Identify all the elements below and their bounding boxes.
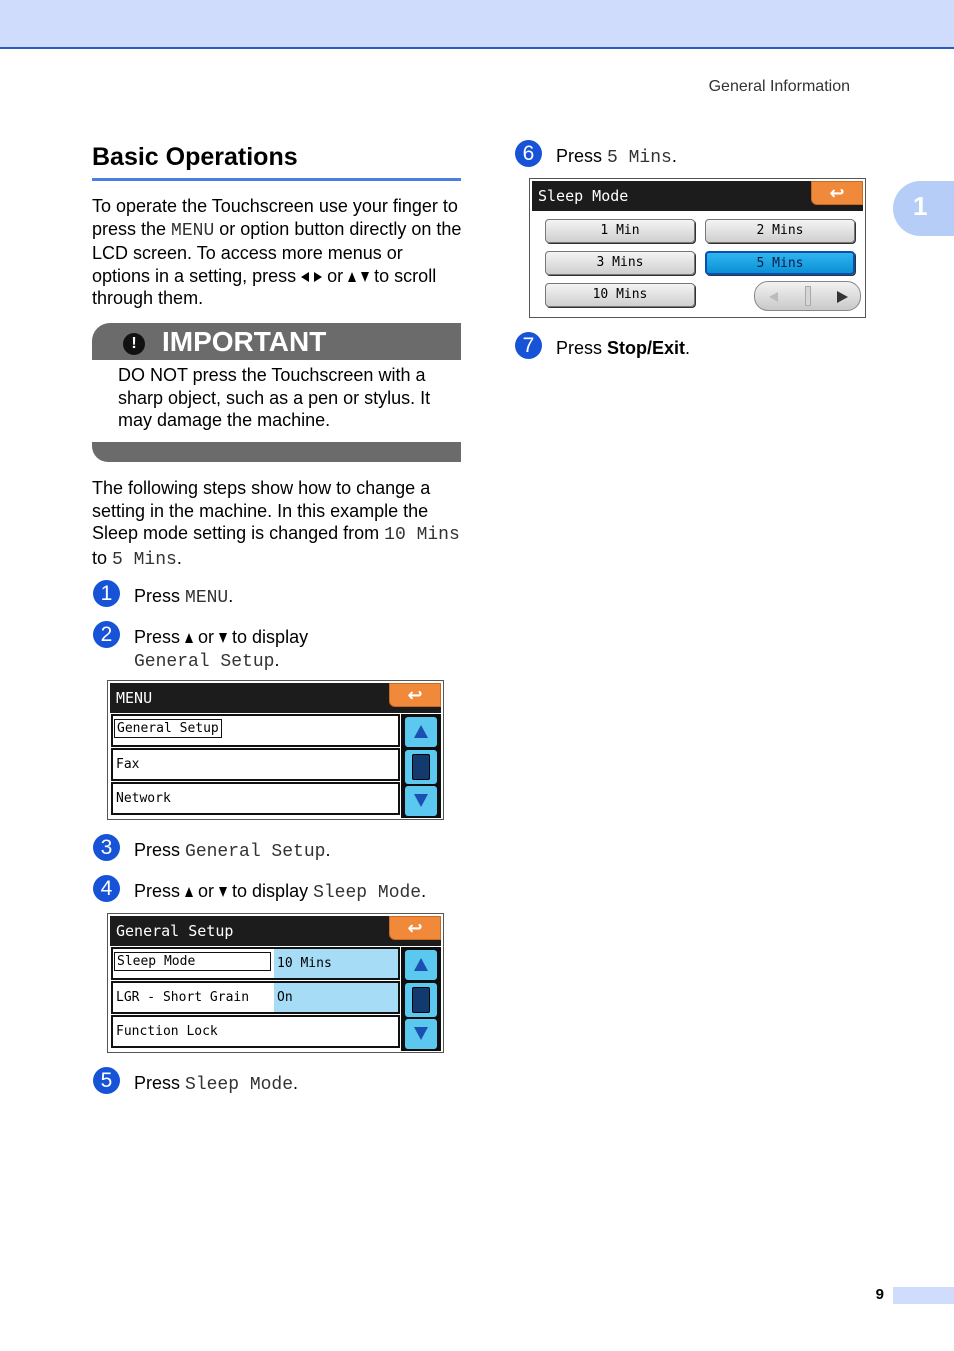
scroll-down-icon[interactable] <box>405 1019 437 1049</box>
tri-left-icon <box>301 272 309 282</box>
important-title: IMPORTANT <box>162 326 327 357</box>
page-arrows <box>754 281 861 311</box>
scroll-bar[interactable] <box>401 714 441 818</box>
key-name: Stop/Exit <box>607 338 686 358</box>
arrow-right-icon[interactable] <box>837 291 848 303</box>
command-text: 5 Mins <box>112 549 177 570</box>
command-text: Sleep Mode <box>313 883 422 903</box>
option-3-mins[interactable]: 3 Mins <box>545 251 695 275</box>
footer-bar <box>893 1287 954 1304</box>
arrow-left-icon[interactable] <box>769 292 778 302</box>
step-number-3: 3 <box>93 834 120 861</box>
running-head: General Information <box>708 78 850 95</box>
tri-right-icon <box>314 272 322 282</box>
important-footer-bar <box>92 442 461 462</box>
option-10-mins[interactable]: 10 Mins <box>545 283 695 307</box>
setting-row-function-lock[interactable] <box>111 1015 400 1048</box>
step-7-text: Press Stop/Exit. <box>556 338 691 358</box>
setting-row-label: LGR - Short Grain <box>116 990 250 1005</box>
setting-row-label: Function Lock <box>116 1024 218 1039</box>
step-number-5: 5 <box>93 1067 120 1094</box>
command-text: MENU <box>171 220 215 241</box>
step-4-text: Press or to display Sleep Mode. <box>134 881 427 903</box>
step-number-1: 1 <box>93 580 120 607</box>
step-1-text: Press MENU. <box>134 586 234 608</box>
menu-row-label: Fax <box>116 757 140 772</box>
header-band <box>0 0 954 49</box>
menu-row-network[interactable] <box>111 782 400 815</box>
back-icon[interactable]: ↩ <box>389 916 441 940</box>
command-text: MENU <box>185 588 229 608</box>
general-setup-screen <box>107 913 444 1053</box>
command-text: 10 Mins <box>384 525 460 545</box>
scroll-track[interactable] <box>405 750 437 784</box>
menu-row-general-setup[interactable] <box>111 714 400 747</box>
setting-row-lgr-short-grain[interactable] <box>111 981 400 1014</box>
scroll-track[interactable] <box>405 983 437 1017</box>
tri-down-icon <box>219 887 227 897</box>
important-header <box>92 323 461 360</box>
step-2-text: Press or to display General Setup. <box>134 627 309 672</box>
scroll-down-icon[interactable] <box>405 786 437 816</box>
setting-row-value: 10 Mins <box>274 949 398 978</box>
tri-up-icon <box>185 633 193 643</box>
step-6-text: Press 5 Mins. <box>556 146 677 168</box>
back-icon[interactable]: ↩ <box>389 683 441 707</box>
command-text: General Setup <box>134 651 275 672</box>
menu-screen <box>107 680 444 820</box>
setting-row-label: Sleep Mode <box>114 952 271 971</box>
command-text: 5 Mins <box>607 148 672 168</box>
step-3-text: Press General Setup. <box>134 840 331 862</box>
scroll-thumb[interactable] <box>412 987 430 1013</box>
option-1-min[interactable]: 1 Min <box>545 219 695 243</box>
tri-down-icon <box>361 272 369 282</box>
menu-row-fax[interactable] <box>111 748 400 781</box>
back-icon[interactable]: ↩ <box>811 181 863 205</box>
menu-screen-title: MENU <box>110 683 441 713</box>
step-number-7: 7 <box>515 332 542 359</box>
page-divider <box>805 286 811 306</box>
step-number-6: 6 <box>515 140 542 167</box>
chapter-number: 1 <box>913 191 928 221</box>
step-number-4: 4 <box>93 875 120 902</box>
command-text: General Setup <box>185 842 326 862</box>
tri-down-icon <box>219 633 227 643</box>
tri-up-icon <box>185 887 193 897</box>
command-text: Sleep Mode <box>185 1075 294 1095</box>
setting-row-sleep-mode[interactable] <box>111 947 400 980</box>
tri-up-icon <box>348 272 356 282</box>
sleep-mode-screen-title: Sleep Mode <box>532 181 863 211</box>
scroll-up-icon[interactable] <box>405 717 437 747</box>
scroll-up-icon[interactable] <box>405 950 437 980</box>
menu-row-label: Network <box>116 791 171 806</box>
section-title: Basic Operations <box>92 143 298 171</box>
menu-row-label: General Setup <box>114 719 222 738</box>
step-5-text: Press Sleep Mode. <box>134 1073 299 1095</box>
title-rule <box>92 178 461 181</box>
option-5-mins[interactable]: 5 Mins <box>705 251 855 275</box>
option-2-mins[interactable]: 2 Mins <box>705 219 855 243</box>
chapter-tab <box>893 181 954 236</box>
steps-intro: The following steps show how to change a setting in the machine. In this example the Sleep mode setting is changed from 10 Mins to 5 Mins. <box>92 478 460 570</box>
sleep-mode-screen <box>529 178 866 318</box>
setting-row-value: On <box>274 983 398 1012</box>
scroll-bar[interactable] <box>401 947 441 1051</box>
intro-paragraph: To operate the Touchscreen use your finger to press the MENU or option button directly on the LCD screen. To access more menus or options in a setting, press or to scroll through them. <box>92 196 462 308</box>
important-body: DO NOT press the Touchscreen with a sharp object, such as a pen or stylus. It may damage the machine. <box>118 365 431 430</box>
exclamation-icon: ! <box>123 333 145 355</box>
step-number-2: 2 <box>93 621 120 648</box>
general-setup-screen-title: General Setup <box>110 916 441 946</box>
scroll-thumb[interactable] <box>412 754 430 780</box>
page-number: 9 <box>875 1286 884 1303</box>
